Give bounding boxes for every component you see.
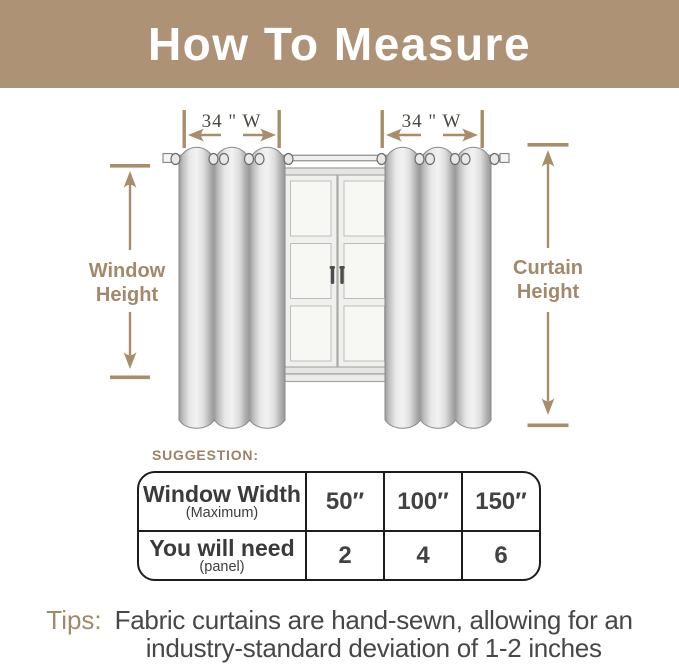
table-cell <box>305 530 383 579</box>
curtain-height-label-line2: Height <box>516 281 580 303</box>
curtain-height-measure <box>513 143 583 427</box>
tips-text <box>115 606 633 662</box>
window-left-sash <box>285 175 338 367</box>
table-value: 50″ <box>325 487 365 515</box>
table-cell <box>461 530 539 579</box>
header-banner <box>0 0 679 88</box>
table-value: 6 <box>494 541 508 569</box>
table-value: 100″ <box>397 487 449 515</box>
table-row-title: You will need <box>149 535 295 561</box>
table-value: 2 <box>338 541 352 569</box>
table-row-subtitle: (Maximum) <box>185 505 259 521</box>
curtain-height-label-line1: Curtain <box>513 257 583 279</box>
right-width-label: 34 " W <box>401 111 462 132</box>
table-row-title: Window Width <box>143 481 301 507</box>
tips-section <box>0 606 679 662</box>
tips-line-2: industry-standard deviation of 1-2 inches <box>145 633 602 663</box>
window-height-label-line1: Window <box>88 260 166 282</box>
measure-diagram <box>0 88 679 440</box>
tips-line-1: Fabric curtains are hand-sewn, allowing for an <box>114 605 633 635</box>
left-curtain-panel <box>179 147 285 428</box>
table-row-subtitle: (panel) <box>199 559 245 575</box>
window-height-label-line2: Height <box>95 284 159 306</box>
table-value: 4 <box>416 541 430 569</box>
table-header-you-will-need <box>139 530 305 579</box>
left-width-label: 34 " W <box>201 111 262 132</box>
page-title: How To Measure <box>147 18 532 70</box>
left-width-measure <box>183 110 281 148</box>
window-right-sash <box>338 175 391 367</box>
table-header-window-width <box>139 473 305 530</box>
table-cell <box>461 473 539 530</box>
table-cell <box>383 473 461 530</box>
table-cell <box>383 530 461 579</box>
suggestion-label: SUGGESTION: <box>152 447 259 463</box>
right-width-measure <box>381 110 484 148</box>
suggestion-table <box>137 471 541 581</box>
tips-label: Tips: <box>46 605 102 635</box>
table-cell <box>305 473 383 530</box>
table-value: 150″ <box>475 487 527 515</box>
right-curtain-panel <box>385 147 491 428</box>
window-height-measure <box>89 164 166 379</box>
